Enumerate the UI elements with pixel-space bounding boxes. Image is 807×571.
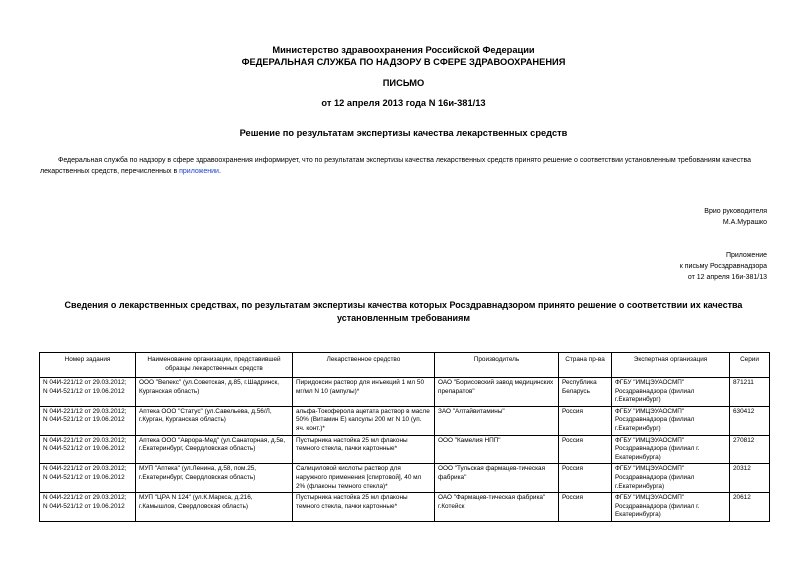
section-title: Сведения о лекарственных средствах, по результатам экспертизы качества которых Росздравнадзором принято решение о соответствии их качества установленным требованиям	[64, 300, 743, 323]
cell-organization: Аптека ООО "Аврора-Мед" (ул.Санаторная, д.5в, г.Екатеринбург, Свердловская область)	[136, 435, 293, 464]
cell-manufacturer: ОАО "Борисовский завод медицинских препаратов"	[435, 378, 559, 407]
appendix-header	[680, 250, 767, 283]
document-subject: Решение по результатам экспертизы качества лекарственных средств	[239, 128, 568, 138]
table-row	[40, 406, 770, 435]
cell-manufacturer: ООО "Камелия НПП"	[435, 435, 559, 464]
cell-country: Россия	[559, 435, 612, 464]
cell-expert-organization: ФГБУ "ИМЦЭУАОСМП" Росздравнадзора (филиал г.Екатеринбурга)	[612, 464, 730, 493]
cell-manufacturer: ООО "Тульская фармацев-тическая фабрика"	[435, 464, 559, 493]
cell-series: 270812	[730, 435, 770, 464]
table-row	[40, 493, 770, 522]
cell-expert-organization: ФГБУ "ИМЦЭУАОСМП" Росздравнадзора (филиал г.Екатеринбург)	[612, 378, 730, 407]
signature-name: М.А.Мурашко	[722, 219, 767, 226]
ministry-name: Министерство здравоохранения Российской Федерации	[272, 45, 535, 55]
appendix-link[interactable]: приложении	[179, 168, 219, 175]
cell-manufacturer: ОАО "Фармацев-тическая фабрика" г.Котейск	[435, 493, 559, 522]
table-row	[40, 378, 770, 407]
header-series: Серии	[730, 353, 770, 378]
cell-expert-organization: ФГБУ "ИМЦЭУАОСМП" Росздравнадзора (филиал г.Екатеринбург)	[612, 406, 730, 435]
service-name: ФЕДЕРАЛЬНАЯ СЛУЖБА ПО НАДЗОРУ В СФЕРЕ ЗДРАВООХРАНЕНИЯ	[241, 57, 566, 67]
cell-task-number: N 04И-221/12 от 29.03.2012; N 04И-521/12 от 19.06.2012	[40, 378, 136, 407]
cell-country: Россия	[559, 406, 612, 435]
cell-country: Республика Беларусь	[559, 378, 612, 407]
cell-task-number: N 04И-221/12 от 29.03.2012; N 04И-521/12 от 19.06.2012	[40, 406, 136, 435]
cell-task-number: N 04И-221/12 от 29.03.2012; N 04И-521/12 от 19.06.2012	[40, 435, 136, 464]
cell-medicine: Салициловой кислоты раствор для наружного применения [спиртовой], 40 мл 2% (флаконы темного стекла)*	[293, 464, 435, 493]
table-header-row	[40, 353, 770, 378]
cell-medicine: альфа-Токоферола ацетата раствор в масле 50% (Витамин Е) капсулы 200 мг N 10 (уп. яч. конт.)*	[293, 406, 435, 435]
appendix-line-1: к письму Росздравнадзора	[679, 263, 767, 270]
cell-expert-organization: ФГБУ "ИМЦЭУАОСМП" Росздравнадзора (филиал г. Екатеринбурга)	[612, 435, 730, 464]
intro-paragraph	[40, 155, 780, 177]
header-manufacturer: Производитель	[435, 353, 559, 378]
cell-expert-organization: ФГБУ "ИМЦЭУАОСМП" Росздравнадзора (филиал г. Екатеринбурга)	[612, 493, 730, 522]
header-expert-organization: Экспертная организация	[612, 353, 730, 378]
document-date-number: от 12 апреля 2013 года N 16и-381/13	[321, 98, 486, 108]
cell-organization: МУП "Аптека" (ул.Ленина, д.58, пом.25, г.Екатеринбург, Свердловская область)	[136, 464, 293, 493]
header-country: Страна пр-ва	[559, 353, 612, 378]
signature-position: Врио руководителя	[704, 208, 767, 215]
intro-text: Федеральная служба по надзору в сфере здравоохранения информирует, что по результатам экспертизы качества лекарственных средств принято решение о соответствии установленным требованиям качества лекарственных средств, перечисленных в	[40, 157, 752, 175]
cell-task-number: N 04И-221/12 от 29.03.2012; N 04И-521/12 от 19.06.2012	[40, 464, 136, 493]
cell-country: Россия	[559, 464, 612, 493]
header-organization: Наименование организации, представившей образцы лекарственных средств	[136, 353, 293, 378]
medicines-table	[39, 352, 770, 522]
cell-organization: Аптека ООО "Статус" (ул.Савельева, д.56/Л, г.Курган, Курганская область)	[136, 406, 293, 435]
cell-organization: МУП "ЦРА N 124" (ул.К.Маркса, д.216, г.Камышлов, Свердловская область)	[136, 493, 293, 522]
cell-series: 871211	[730, 378, 770, 407]
cell-task-number: N 04И-221/12 от 29.03.2012; N 04И-521/12 от 19.06.2012	[40, 493, 136, 522]
table-row	[40, 435, 770, 464]
header-task-number: Номер задания	[40, 353, 136, 378]
appendix-line-2: от 12 апреля 16и-381/13	[687, 274, 767, 281]
signature-block	[704, 206, 767, 228]
cell-organization: ООО "Велекс" (ул.Советская, д.85, г.Шадринск, Курганская область)	[136, 378, 293, 407]
cell-series: 20312	[730, 464, 770, 493]
cell-medicine: Пустырника настойка 25 мл флаконы темного стекла, пачки картонные*	[293, 435, 435, 464]
header-medicine: Лекарственное средство	[293, 353, 435, 378]
cell-medicine: Пиридоксин раствор для инъекций 1 мл 50 мг/мл N 10 (ампулы)*	[293, 378, 435, 407]
appendix-title: Приложение	[725, 252, 767, 259]
intro-end: .	[218, 168, 221, 175]
table-row	[40, 464, 770, 493]
cell-medicine: Пустырника настойка 25 мл флаконы темного стекла, пачки картонные*	[293, 493, 435, 522]
document-type: ПИСЬМО	[382, 78, 425, 88]
cell-series: 20612	[730, 493, 770, 522]
cell-country: Россия	[559, 493, 612, 522]
cell-manufacturer: ЗАО "Алтайвитамины"	[435, 406, 559, 435]
cell-series: 630412	[730, 406, 770, 435]
